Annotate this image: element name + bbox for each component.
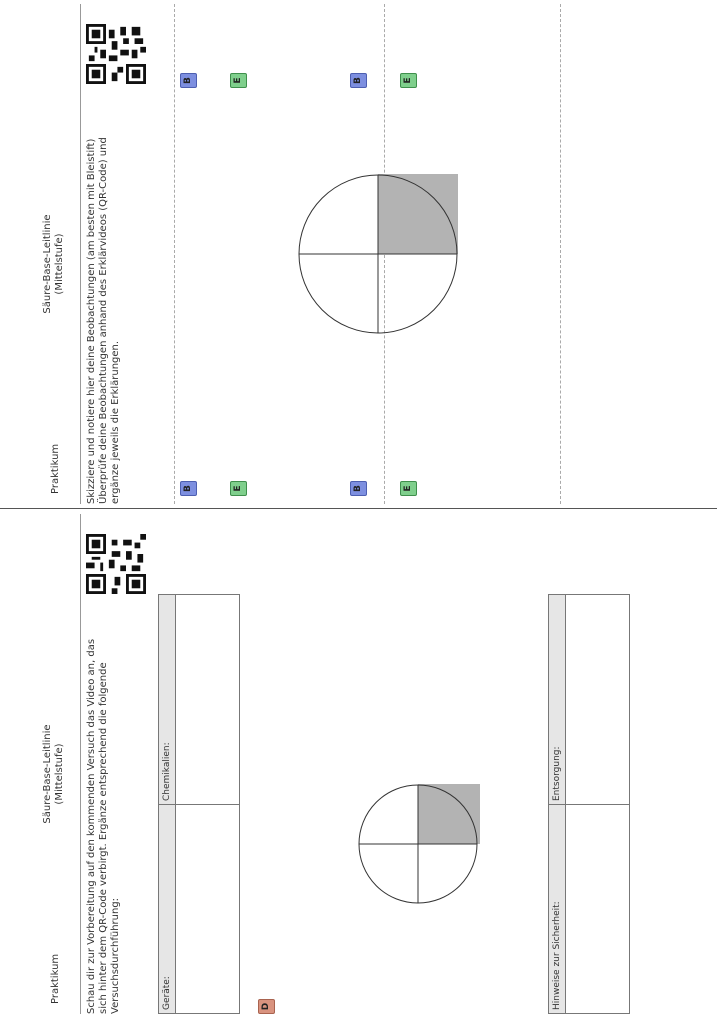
header-title [42,194,66,334]
preparation-sheet [0,510,717,1018]
devices-header: Geräte: [159,804,176,1013]
title-line-2: (Mittelstufe) [54,743,65,805]
header-label: Praktikum [50,953,61,1004]
badge-procedure: D [258,999,275,1014]
table-column-divider [159,804,239,805]
page-divider [0,508,717,509]
section-divider [560,4,561,504]
badge-observation: B [350,481,367,496]
header-rule [80,514,81,1014]
safety-header: Hinweise zur Sicherheit: [549,804,566,1013]
materials-table [158,594,240,1014]
sheet-header [40,514,80,1014]
disposal-header: Entsorgung: [549,595,566,804]
safety-table [548,594,630,1014]
observation-sheet-content [40,4,717,504]
badge-observation: B [180,481,197,496]
chemicals-header: Chemikalien: [159,595,176,804]
preparation-sheet-content [40,514,717,1014]
observation-sheet [0,0,717,508]
sheet-header [40,4,80,504]
qr-code-icon [86,24,146,84]
badge-observation: B [180,73,197,88]
badge-explanation: E [230,481,247,496]
badge-explanation: E [400,73,417,88]
badge-explanation: E [230,73,247,88]
qr-code-icon [86,534,146,594]
title-line-2: (Mittelstufe) [54,233,65,295]
petri-dish-diagram [298,154,478,334]
petri-dish-diagram [358,774,488,904]
section-divider [174,4,175,504]
shaded-quadrant [418,784,480,844]
table-column-divider [549,804,629,805]
header-title [42,704,66,844]
badge-explanation: E [400,481,417,496]
instructions-text: Skizziere und notiere hier deine Beobachtungen (am besten mit Bleistift) Überprüfe deine Beobachtungen anhand des Erklärvideos (QR-Code) und ergänze jeweils die Erklärungen. [86,137,121,504]
badge-observation: B [350,73,367,88]
header-label: Praktikum [50,443,61,494]
title-line-1: Säure-Base-Leitlinie [42,214,53,314]
title-line-1: Säure-Base-Leitlinie [42,724,53,824]
instructions-text: Schau dir zur Vorbereitung auf den kommenden Versuch das Video an, das sich hinter dem QR-Code verbirgt. Ergänze entsprechend die folgende Versuchsdurchführung: [86,638,121,1014]
header-rule [80,4,81,504]
